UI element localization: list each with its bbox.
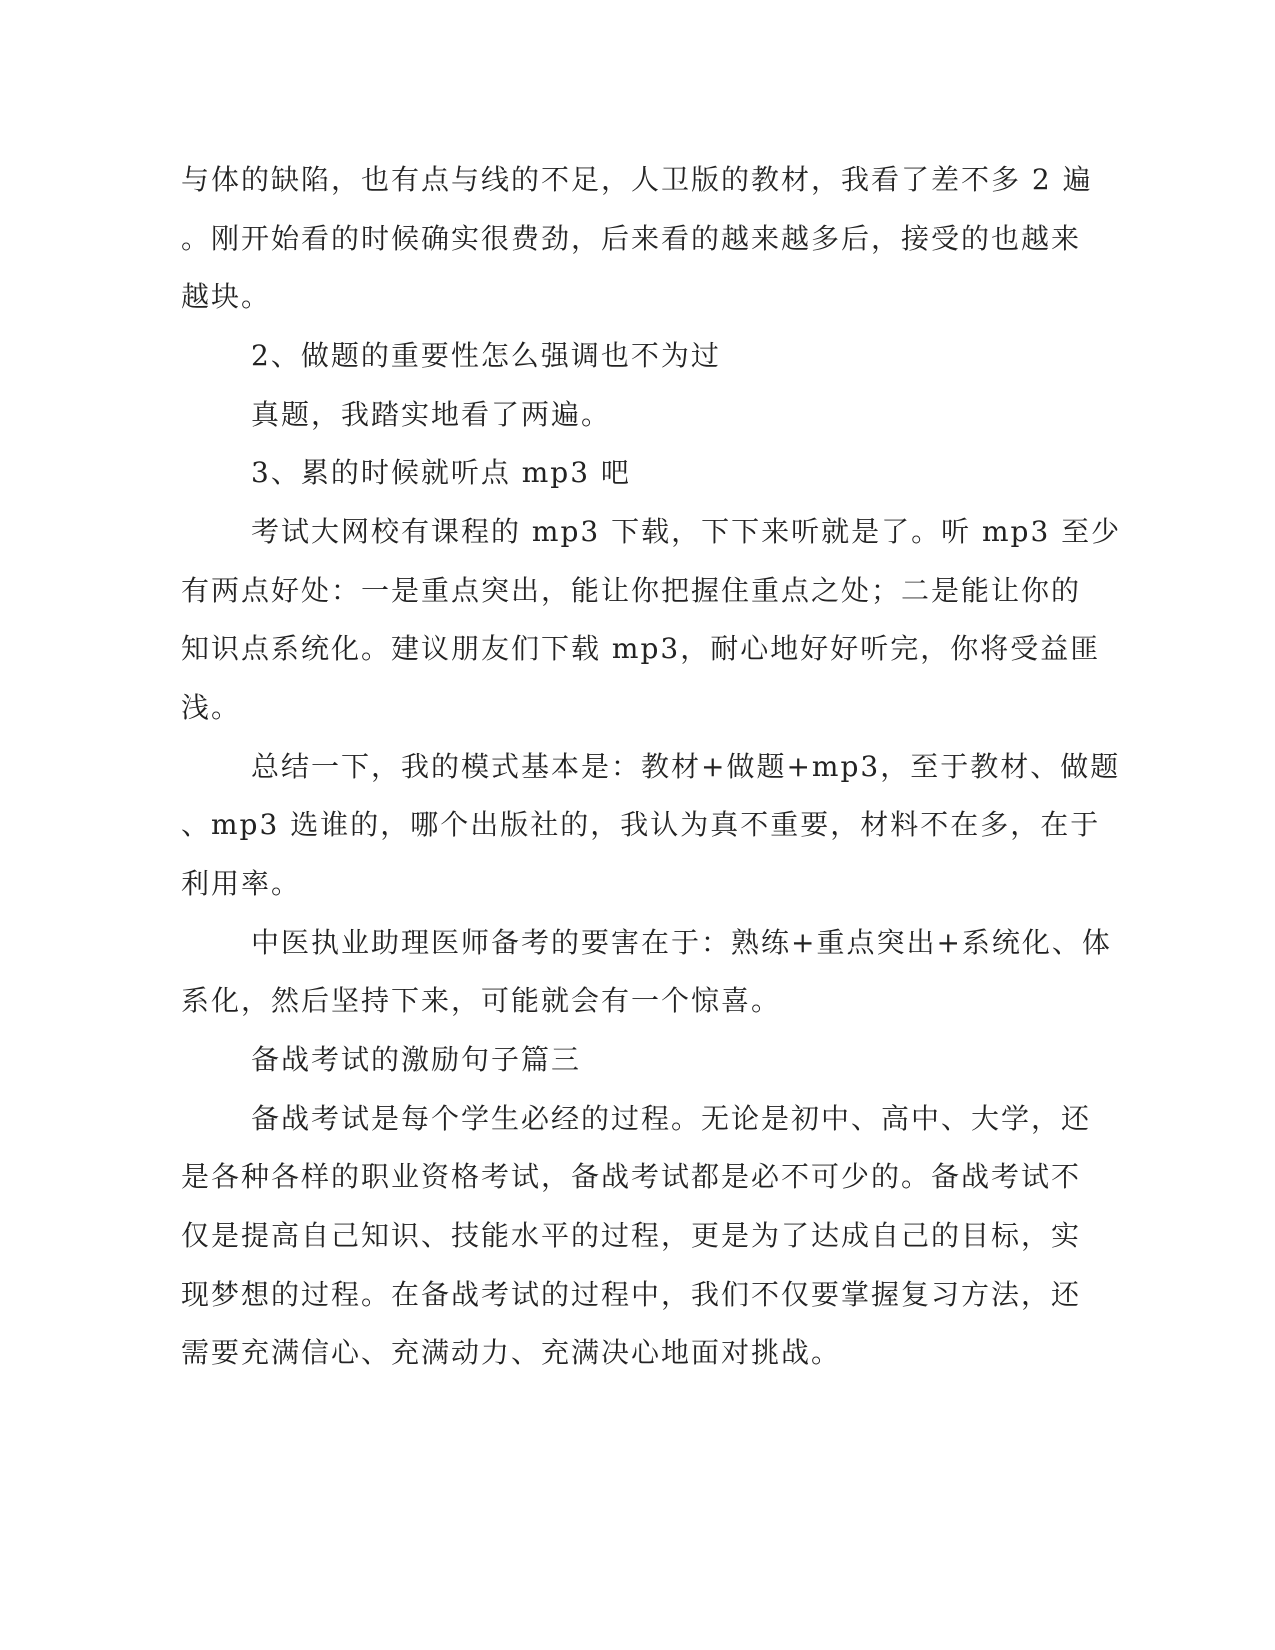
text-line: 是各种各样的职业资格考试，备战考试都是必不可少的。备战考试不 <box>181 1160 1082 1193</box>
text-line: 利用率。 <box>181 867 302 900</box>
text-line: 有两点好处：一是重点突出，能让你把握住重点之处；二是能让你的 <box>181 574 1082 607</box>
text-line: 系化，然后坚持下来，可能就会有一个惊喜。 <box>181 984 782 1017</box>
text-line: 现梦想的过程。在备战考试的过程中，我们不仅要掌握复习方法，还 <box>181 1278 1082 1311</box>
text-line: 总结一下，我的模式基本是：教材+做题+mp3，至于教材、做题 <box>251 750 1121 783</box>
text-line: 与体的缺陷，也有点与线的不足，人卫版的教材，我看了差不多 2 遍 <box>181 163 1093 196</box>
text-line: 真题，我踏实地看了两遍。 <box>251 398 612 431</box>
text-line: 中医执业助理医师备考的要害在于：熟练+重点突出+系统化、体 <box>251 926 1112 959</box>
text-line: 知识点系统化。建议朋友们下载 mp3，耐心地好好听完，你将受益匪 <box>181 632 1101 665</box>
text-line: 备战考试是每个学生必经的过程。无论是初中、高中、大学，还 <box>251 1102 1092 1135</box>
text-line: 、mp3 选谁的，哪个出版社的，我认为真不重要，材料不在多，在于 <box>181 808 1101 841</box>
section-heading: 2、做题的重要性怎么强调也不为过 <box>251 339 721 372</box>
text-line: 越块。 <box>181 280 272 313</box>
text-line: 考试大网校有课程的 mp3 下载，下下来听就是了。听 mp3 至少 <box>251 515 1122 548</box>
text-line: 。刚开始看的时候确实很费劲，后来看的越来越多后，接受的也越来 <box>181 222 1082 255</box>
text-line: 浅。 <box>181 691 242 724</box>
text-line: 仅是提高自己知识、技能水平的过程，更是为了达成自己的目标，实 <box>181 1219 1082 1252</box>
section-heading: 备战考试的激励句子篇三 <box>251 1043 582 1076</box>
text-line: 需要充满信心、充满动力、充满决心地面对挑战。 <box>181 1336 842 1369</box>
section-heading: 3、累的时候就听点 mp3 吧 <box>251 456 631 489</box>
